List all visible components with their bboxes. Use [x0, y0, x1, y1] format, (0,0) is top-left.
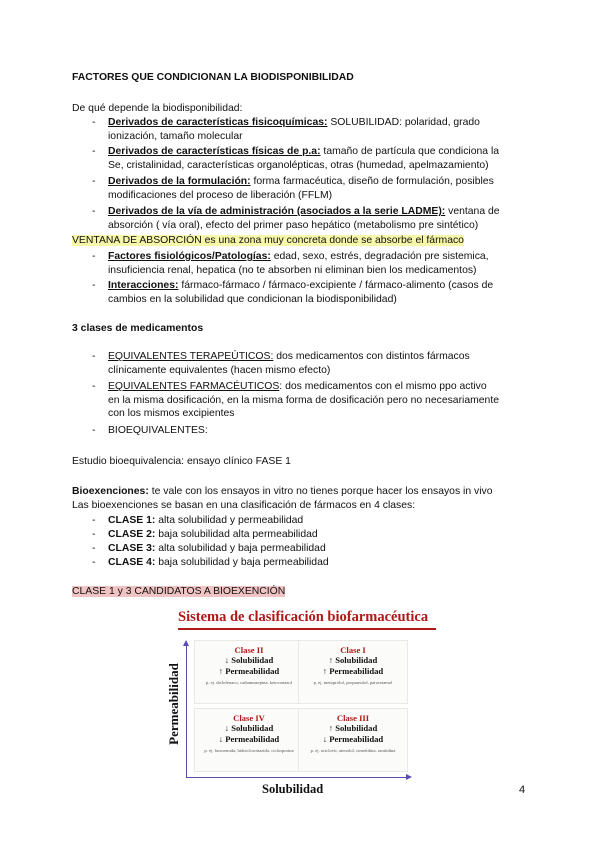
x-axis-arrow — [406, 774, 412, 780]
bullet-dash: - — [92, 206, 96, 217]
bioclase-label: CLASE 1: — [108, 515, 156, 526]
bioclase-text: alta solubilidad y permeabilidad — [155, 515, 304, 526]
figure-title-underline — [178, 628, 436, 630]
bioclase-item — [108, 542, 528, 556]
highlighted-text: VENTANA DE ABSORCIÓN es una zona muy concreta donde se absorbe el fármaco — [72, 235, 464, 246]
card-line: ↓ Permeabilidad — [322, 734, 384, 744]
bullet-dash: - — [92, 515, 96, 526]
bioclase-label: CLASE 4: — [108, 557, 156, 568]
bioclase-item — [108, 528, 528, 542]
factor-text: ventana de — [445, 206, 500, 217]
bcs-card-class-iii — [298, 708, 408, 772]
bullet-dash: - — [92, 146, 96, 157]
factor-item — [108, 175, 528, 202]
clase-text: : dos medicamentos con el mismo ppo activo — [279, 381, 487, 392]
card-title: Clase IV — [233, 713, 265, 723]
bullet-dash: - — [92, 280, 96, 291]
card-title: Clase III — [336, 713, 370, 723]
clase-item — [108, 380, 528, 421]
page-number: 4 — [519, 784, 526, 796]
bioclase-label: CLASE 3: — [108, 543, 156, 554]
factor-item — [108, 250, 528, 277]
bullet-dash: - — [92, 529, 96, 540]
factor-label: Interacciones: — [108, 280, 179, 291]
factor-item — [108, 145, 528, 172]
ventana-note — [72, 234, 464, 248]
bullet-dash: - — [92, 543, 96, 554]
bcs-card-class-ii — [194, 640, 304, 704]
card-examples: p. ej. furosemida, hidroclorotiazida, ciclosporina — [204, 748, 294, 753]
card-title: Clase I — [340, 645, 366, 655]
x-axis-label: Solubilidad — [262, 782, 324, 796]
bullet-dash: - — [92, 251, 96, 262]
clase-text-cont: en la misma dosificación, en la misma forma de dosificación pero no necesariamente — [108, 394, 499, 406]
clases-heading: 3 clases de medicamentos — [72, 323, 204, 334]
card-examples: p. ej. metoprolol, propranolol, paracetamol — [313, 680, 393, 685]
card-title: Clase II — [234, 645, 264, 655]
clase-text: dos medicamentos con distintos fármacos — [273, 351, 470, 362]
card-examples: p. ej. aciclovir, atenolol, cimetidina, ranitidina — [310, 748, 396, 753]
bcs-card-class-iv — [194, 708, 304, 772]
factor-text: SOLUBILIDAD: polaridad, grado — [327, 117, 480, 128]
card-line: ↓ Permeabilidad — [218, 734, 280, 744]
factor-label: Derivados de la vía de administración (asociados a la serie LADME): — [108, 206, 446, 217]
factor-text-cont: Se, cristalinidad, características organolépticas, otras (humedad, apelmazamiento) — [108, 159, 489, 171]
clase-text-cont: clínicamente equivalentes (hacen mismo efecto) — [108, 364, 331, 376]
factor-label: Factores fisiológicos/Patologías: — [108, 251, 271, 262]
section-heading: FACTORES QUE CONDICIONAN LA BIODISPONIBILIDAD — [72, 72, 354, 83]
bioexenciones-paragraph — [72, 485, 532, 512]
bullet-dash: - — [92, 176, 96, 187]
bioclase-label: CLASE 2: — [108, 529, 156, 540]
bullet-dash: - — [92, 381, 96, 392]
bcs-card-class-i — [298, 640, 408, 704]
y-axis-label: Permeabilidad — [166, 663, 181, 745]
bioclase-text: alta solubilidad y baja permeabilidad — [155, 543, 326, 554]
clase-label: EQUIVALENTES FARMACÉUTICOS — [108, 381, 280, 392]
bullet-dash: - — [92, 557, 96, 568]
clase-text-cont: con los mismos excipientes — [108, 408, 235, 420]
candidatos-note — [72, 585, 285, 599]
card-line: ↓ Solubilidad — [224, 723, 274, 733]
factor-item — [108, 205, 528, 232]
bioex-text: te vale con los ensayos in vitro no tienes porque hacer los ensayos in vivo — [148, 486, 493, 497]
bioclase-item — [108, 514, 528, 528]
factor-text: forma farmacéutica, diseño de formulación, posibles — [250, 176, 494, 187]
estudio-text: Estudio bioequivalencia: ensayo clínico FASE 1 — [72, 456, 291, 467]
bioex-label: Bioexenciones: — [72, 486, 149, 497]
card-line: ↑ Solubilidad — [328, 655, 378, 665]
factor-text-cont: insuficiencia renal, hepatica (no te absorben ni eliminan bien los medicamentos) — [108, 264, 477, 276]
factor-text: edad, sexo, estrés, degradación pre sistemica, — [270, 251, 489, 262]
bullet-dash: - — [92, 117, 96, 128]
card-examples: p. ej. diclofenaco, carbamazepina, ketoconazol — [206, 680, 292, 685]
bioex-text-cont: Las bioexenciones se basan en una clasificación de fármacos en 4 clases: — [72, 499, 416, 511]
factor-item — [108, 116, 528, 143]
card-line: ↓ Solubilidad — [224, 655, 274, 665]
card-line: ↑ Permeabilidad — [218, 666, 280, 676]
card-line: ↑ Solubilidad — [328, 723, 378, 733]
intro-text: De qué depende la biodisponibilidad: — [72, 103, 243, 114]
factor-label: Derivados de la formulación: — [108, 176, 251, 187]
y-axis-line — [186, 644, 187, 778]
clase-text: BIOEQUIVALENTES: — [108, 425, 208, 436]
clase-item — [108, 350, 528, 377]
bioclase-text: baja solubilidad y baja permeabilidad — [155, 557, 329, 568]
factor-label: Derivados de características físicas de p.a: — [108, 146, 321, 157]
factor-text: tamaño de partícula que condiciona la — [320, 146, 500, 157]
factor-item — [108, 279, 528, 306]
card-line: ↑ Permeabilidad — [322, 666, 384, 676]
factor-text-cont: ionización, tamaño molecular — [108, 130, 243, 142]
y-axis-arrow — [183, 640, 189, 646]
figure-title: Sistema de clasificación biofarmacéutica — [178, 609, 429, 625]
bullet-dash: - — [92, 351, 96, 362]
bullet-dash: - — [92, 425, 96, 436]
factor-text-cont: cambios en la solubilidad que condicionan la biodisponibilidad) — [108, 293, 397, 305]
x-axis-line — [186, 777, 408, 778]
bioclase-item — [108, 556, 528, 570]
clase-item — [108, 424, 528, 438]
highlighted-text: CLASE 1 y 3 CANDIDATOS A BIOEXENCIÓN — [72, 586, 286, 597]
factor-label: Derivados de características fisicoquímicas: — [108, 117, 328, 128]
clase-label: EQUIVALENTES TERAPEÚTICOS: — [108, 351, 274, 362]
factor-text: fármaco-fármaco / fármaco-excipiente / fármaco-alimento (casos de — [178, 280, 494, 291]
factor-text-cont: modificaciones del proceso de liberación (FFLM) — [108, 189, 333, 201]
bioclase-text: baja solubilidad alta permeabilidad — [155, 529, 318, 540]
factor-text-cont: absorción ( vía oral), efecto del primer paso hepático (metabolismo pre sintético) — [108, 219, 479, 231]
